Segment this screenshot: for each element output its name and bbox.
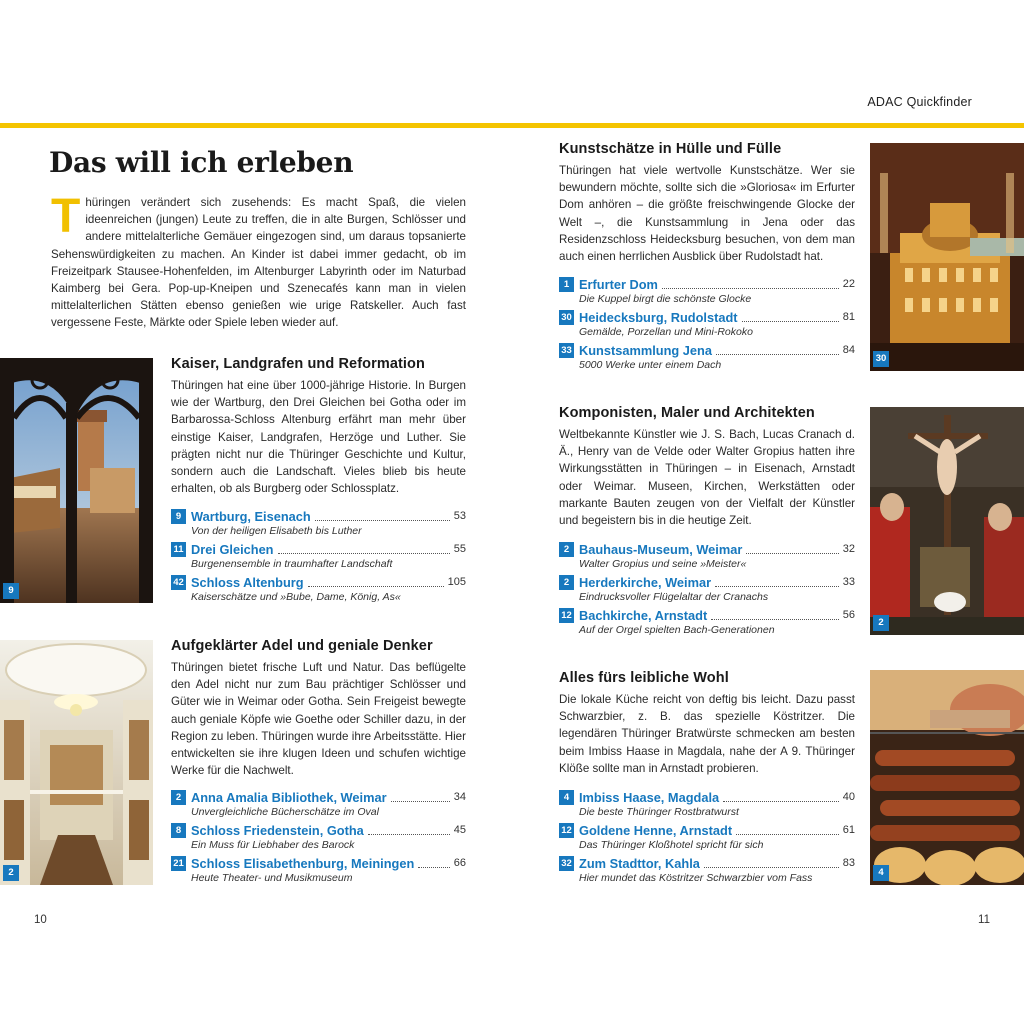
- entry-name[interactable]: Schloss Elisabethenburg, Meiningen: [191, 855, 415, 871]
- section-title: Kaiser, Landgrafen und Reformation: [171, 356, 425, 372]
- header-rule: [0, 123, 1024, 128]
- entry-subtitle: Kaiserschätze und »Bube, Dame, König, As«: [191, 591, 401, 603]
- entry-name[interactable]: Goldene Henne, Arnstadt: [579, 822, 733, 838]
- entry-number: 42: [171, 575, 186, 590]
- entry-list-adel: [171, 789, 466, 888]
- section-title: Alles fürs leibliche Wohl: [559, 670, 729, 686]
- intro-paragraph: [51, 190, 466, 332]
- photo-badge: 9: [3, 583, 19, 599]
- list-item[interactable]: [559, 309, 855, 342]
- entry-subtitle: Ein Muss für Liebhaber des Barock: [191, 839, 355, 851]
- entry-page: 22: [842, 278, 855, 290]
- list-item[interactable]: [559, 541, 855, 574]
- leader-dots: [716, 354, 839, 355]
- leader-dots: [746, 553, 838, 554]
- leader-dots: [418, 867, 449, 868]
- photo-wartburg: [0, 358, 153, 603]
- section-wohl: [559, 670, 855, 777]
- list-item[interactable]: [171, 789, 466, 822]
- leader-dots: [742, 321, 839, 322]
- photo-bratwurst: [870, 670, 1024, 885]
- leader-dots: [711, 619, 839, 620]
- entry-number: 12: [559, 608, 574, 623]
- entry-number: 30: [559, 310, 574, 325]
- entry-subtitle: Eindrucksvoller Flügelaltar der Cranachs: [579, 591, 769, 603]
- list-item[interactable]: [559, 276, 855, 309]
- entry-name[interactable]: Herderkirche, Weimar: [579, 574, 712, 590]
- entry-number: 12: [559, 823, 574, 838]
- leader-dots: [704, 867, 839, 868]
- section-kaiser: [171, 356, 466, 497]
- entry-page: 45: [453, 824, 466, 836]
- section-title: Komponisten, Maler und Architekten: [559, 405, 815, 421]
- photo-badge: 2: [873, 615, 889, 631]
- leader-dots: [315, 520, 450, 521]
- section-title: Kunstschätze in Hülle und Fülle: [559, 141, 782, 157]
- entry-page: 66: [453, 857, 466, 869]
- entry-subtitle: Die Kuppel birgt die schönste Glocke: [579, 293, 752, 305]
- list-item[interactable]: [559, 789, 855, 822]
- entry-number: 4: [559, 790, 574, 805]
- list-item[interactable]: [171, 574, 466, 607]
- entry-page: 33: [842, 576, 855, 588]
- entry-name[interactable]: Kunstsammlung Jena: [579, 342, 712, 358]
- leader-dots: [723, 801, 839, 802]
- dropcap: T: [51, 190, 81, 243]
- entry-subtitle: Von der heiligen Elisabeth bis Luther: [191, 525, 362, 537]
- entry-page: 40: [842, 791, 855, 803]
- entry-name[interactable]: Bachkirche, Arnstadt: [579, 607, 708, 623]
- photo-heidecksburg: [870, 143, 1024, 371]
- entry-subtitle: Heute Theater- und Musikmuseum: [191, 872, 353, 884]
- entry-number: 2: [559, 542, 574, 557]
- leader-dots: [368, 834, 450, 835]
- photo-badge: 2: [3, 865, 19, 881]
- entry-number: 21: [171, 856, 186, 871]
- leader-dots: [278, 553, 450, 554]
- list-item[interactable]: [171, 855, 466, 888]
- leader-dots: [391, 801, 450, 802]
- entry-list-wohl: [559, 789, 855, 888]
- entry-page: 81: [842, 311, 855, 323]
- list-item[interactable]: [171, 822, 466, 855]
- page-title: Das will ich erleben: [49, 146, 354, 179]
- entry-number: 32: [559, 856, 574, 871]
- list-item[interactable]: [559, 342, 855, 375]
- entry-number: 2: [559, 575, 574, 590]
- entry-subtitle: 5000 Werke unter einem Dach: [579, 359, 722, 371]
- page-number-right: 11: [978, 914, 990, 926]
- section-body: Thüringen bietet frische Luft und Natur. Das beflügelte den Adel nicht nur zum Bau prächtiger Schlösser und Güter wie in Weimar oder Gotha. Sein Freigeist bewegte auch geniale Köpfe wie Goethe oder Schiller dazu, in der Region zu leben. Thüringen wurde ihre Arbeitsstätte. Hier entwickelten sie ihre klugen Ideen und schufen wichtige Werke für die Nachwelt.: [171, 661, 466, 778]
- entry-subtitle: Burgenensemble in traumhafter Landschaft: [191, 558, 393, 570]
- list-item[interactable]: [559, 855, 855, 888]
- leader-dots: [736, 834, 839, 835]
- intro-text: hüringen verändert sich zusehends: Es macht Spaß, die vielen ideenreichen (jungen) Leute zu treffen, die in alte Burgen, Schlösser und andere mittelalterliche Gemäuer eingezogen sind, um daraus topsanierte Sehenswürdigkeiten zu machen. An Kinder ist dabei immer gedacht, ob im Freizeitpark Stausee-Hohenfelden, im Altenburger Labyrinth oder im Naturbad Kaimberg bei Gera. Pop-up-Kneipen und Szenecafés kann man in vielen mittelalterlichen Stätten ebenso genießen wie urige Ratskeller. Auch fast vergessene Feste, Märkte oder Spiele leben wieder auf.: [51, 196, 466, 330]
- section-body: Weltbekannte Künstler wie J. S. Bach, Lucas Cranach d. Ä., Henry van de Velde oder Walter Gropius hatten ihre Wirkungsstätten in Thüringen – in Eisenach, Arnstadt oder Weimar. Museen, Kirchen, Werkstätten oder markante Bauten zeugen von der Vielfalt der Künstler und begeistern bis in die heutige Zeit.: [559, 428, 855, 528]
- entry-page: 53: [453, 510, 466, 522]
- leader-dots: [662, 288, 839, 289]
- entry-name[interactable]: Heidecksburg, Rudolstadt: [579, 309, 738, 325]
- entry-name[interactable]: Drei Gleichen: [191, 541, 274, 557]
- entry-name[interactable]: Bauhaus-Museum, Weimar: [579, 541, 743, 557]
- entry-number: 9: [171, 509, 186, 524]
- entry-list-kunstschaetze: [559, 276, 855, 375]
- entry-subtitle: Das Thüringer Kloßhotel spricht für sich: [579, 839, 764, 851]
- entry-page: 61: [842, 824, 855, 836]
- section-kunstschaetze: [559, 141, 855, 265]
- entry-page: 32: [842, 543, 855, 555]
- entry-page: 84: [842, 344, 855, 356]
- entry-number: 8: [171, 823, 186, 838]
- leader-dots: [308, 586, 444, 587]
- header-label: ADAC Quickfinder: [867, 95, 972, 109]
- entry-list-kaiser: [171, 508, 466, 607]
- entry-number: 33: [559, 343, 574, 358]
- entry-number: 2: [171, 790, 186, 805]
- entry-number: 11: [171, 542, 186, 557]
- entry-subtitle: Hier mundet das Köstritzer Schwarzbier vom Fass: [579, 872, 813, 884]
- list-item[interactable]: [171, 541, 466, 574]
- photo-badge: 30: [873, 351, 889, 367]
- entry-name[interactable]: Schloss Altenburg: [191, 574, 304, 590]
- entry-subtitle: Walter Gropius und seine »Meister«: [579, 558, 747, 570]
- photo-cranach-altar: [870, 407, 1024, 635]
- entry-page: 105: [447, 576, 466, 588]
- section-body: Thüringen hat eine über 1000-jährige Historie. In Burgen wie der Wartburg, den Drei Gleichen bei Gotha oder im Barbarossa-Schloss Altenburg erfährt man mehr über einstige Kaiser, Landgrafen, Herzöge und Luther. Sie prägten nicht nur die Thüringer Geschichte und Kultur, sondern auch die Landschaft. Vieles blieb bis heute erhalten, ob als Burgberg oder Schlossplatz.: [171, 379, 466, 496]
- entry-list-komponisten: [559, 541, 855, 640]
- entry-name[interactable]: Erfurter Dom: [579, 276, 658, 292]
- section-komponisten: [559, 405, 855, 529]
- list-item[interactable]: [171, 508, 466, 541]
- photo-anna-amalia: [0, 640, 153, 885]
- entry-name[interactable]: Anna Amalia Bibliothek, Weimar: [191, 789, 387, 805]
- entry-subtitle: Auf der Orgel spielten Bach-Generationen: [579, 624, 775, 636]
- entry-number: 1: [559, 277, 574, 292]
- section-title: Aufgeklärter Adel und geniale Denker: [171, 638, 433, 654]
- list-item[interactable]: [559, 822, 855, 855]
- entry-page: 56: [842, 609, 855, 621]
- entry-name[interactable]: Imbiss Haase, Magdala: [579, 789, 720, 805]
- entry-page: 55: [453, 543, 466, 555]
- page-number-left: 10: [34, 914, 47, 926]
- entry-name[interactable]: Zum Stadttor, Kahla: [579, 855, 700, 871]
- entry-page: 83: [842, 857, 855, 869]
- section-adel: [171, 638, 466, 779]
- entry-subtitle: Die beste Thüringer Rostbratwurst: [579, 806, 739, 818]
- section-body: Die lokale Küche reicht von deftig bis leicht. Dazu passt Schwarzbier, z. B. das spezielle Köstritzer. Die legendären Thüringer Bratwürste schmecken am besten beim Imbiss Haase in Magdala, nahe der A 9. Thüringer Klöße sollte man in Arnstadt probieren.: [559, 693, 855, 775]
- entry-subtitle: Gemälde, Porzellan und Mini-Rokoko: [579, 326, 753, 338]
- list-item[interactable]: [559, 574, 855, 607]
- entry-name[interactable]: Schloss Friedenstein, Gotha: [191, 822, 364, 838]
- leader-dots: [715, 586, 839, 587]
- section-body: Thüringen hat viele wertvolle Kunstschätze. Wer sie bewundern möchte, sollte sich die »Gloriosa« im Erfurter Dom anhören – die größte freischwingende Glocke der Welt –, die Kunstsammlung in Jena oder das Residenzschloss Heidecksburg besuchen, von dem man auch einen herrlichen Ausblick über Rudolstadt hat.: [559, 164, 855, 264]
- list-item[interactable]: [559, 607, 855, 640]
- entry-page: 34: [453, 791, 466, 803]
- photo-badge: 4: [873, 865, 889, 881]
- entry-subtitle: Unvergleichliche Bücherschätze im Oval: [191, 806, 379, 818]
- entry-name[interactable]: Wartburg, Eisenach: [191, 508, 311, 524]
